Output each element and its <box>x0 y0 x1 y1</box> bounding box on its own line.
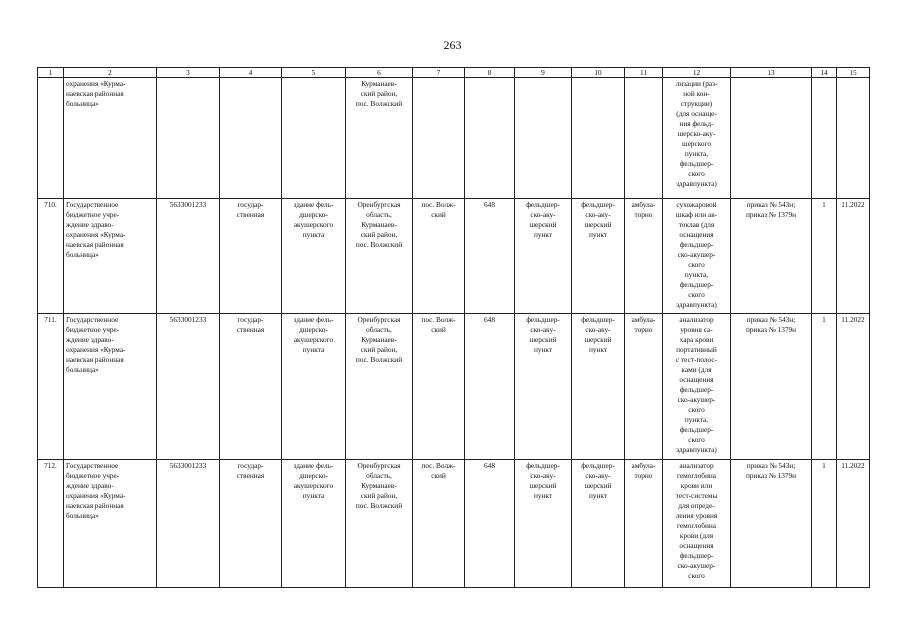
care-type-cell: амбула- торно <box>625 199 663 314</box>
inn-cell: 5633001233 <box>157 199 220 314</box>
column-number: 13 <box>731 68 812 78</box>
column-number: 4 <box>220 68 282 78</box>
date-cell: 11.2022 <box>837 314 870 460</box>
table-row <box>38 199 870 314</box>
table-row <box>38 78 870 199</box>
row-number: 711. <box>38 314 64 460</box>
address-cell: Оренбургская область, Курманаев- ский район, пос. Волжский <box>346 460 413 588</box>
institution-cell: Государственное бюджетное учре- ждение здраво- охранения «Курма- наевская районная больница» <box>64 199 157 314</box>
page-number: 263 <box>443 38 462 52</box>
equipment-cell: лизации (раз- ной кон- струкции) (для оснаще- ния фельд- шерско-аку- шерского пункта, фельдшер- ского здравпункта) <box>663 78 731 199</box>
date-cell <box>837 78 870 199</box>
unit-type-cell: фельдшер- ско-аку- шерский пункт <box>515 460 572 588</box>
ownership-cell: государ- ственная <box>220 314 282 460</box>
column-number: 1 <box>38 68 64 78</box>
unit-type-cell: фельдшер- ско-аку- шерский пункт <box>515 199 572 314</box>
building-cell <box>282 78 346 199</box>
row-number <box>38 78 64 199</box>
equipment-cell: анализатор уровня са- хара крови портативный с тест-полос- ками (для оснащения фельдшер- ско-акушер- ского пункта, фельдшер- ского здравпункта) <box>663 314 731 460</box>
inn-cell: 5633001233 <box>157 460 220 588</box>
ownership-cell <box>220 78 282 199</box>
building-cell: здание фель- дшерско- акушерского пункта <box>282 314 346 460</box>
column-number: 8 <box>465 68 515 78</box>
unit-type-cell <box>515 78 572 199</box>
settlement-cell: пос. Волж- ский <box>413 199 465 314</box>
equipment-cell: анализатор гемоглобина крови или тест-системы для опреде- ления уровня гемоглобина крови (для оснащения фельдшер- ско-акушер- ского <box>663 460 731 588</box>
code-cell: 648 <box>465 314 515 460</box>
column-number: 2 <box>64 68 157 78</box>
unit-kind-cell: фельдшер- ско-аку- шерский пункт <box>572 314 625 460</box>
settlement-cell <box>413 78 465 199</box>
care-type-cell: амбула- торно <box>625 314 663 460</box>
quantity-cell: 1 <box>812 460 837 588</box>
address-cell: Курманаев- ский район, пос. Волжский <box>346 78 413 199</box>
column-number: 12 <box>663 68 731 78</box>
column-number: 9 <box>515 68 572 78</box>
unit-kind-cell: фельдшер- ско-аку- шерский пункт <box>572 199 625 314</box>
code-cell <box>465 78 515 199</box>
register-table <box>37 67 870 588</box>
code-cell: 648 <box>465 460 515 588</box>
code-cell: 648 <box>465 199 515 314</box>
table-row <box>38 314 870 460</box>
settlement-cell: пос. Волж- ский <box>413 314 465 460</box>
order-cell: приказ № 543н; приказ № 1379н <box>731 314 812 460</box>
column-number: 11 <box>625 68 663 78</box>
column-number: 14 <box>812 68 837 78</box>
date-cell: 11.2022 <box>837 460 870 588</box>
building-cell: здание фель- дшерско- акушерского пункта <box>282 199 346 314</box>
row-number: 712. <box>38 460 64 588</box>
order-cell: приказ № 543н; приказ № 1379н <box>731 199 812 314</box>
address-cell: Оренбургская область, Курманаев- ский район, пос. Волжский <box>346 314 413 460</box>
ownership-cell: государ- ственная <box>220 460 282 588</box>
institution-cell: Государственное бюджетное учре- ждение здраво- охранения «Курма- наевская районная больница» <box>64 314 157 460</box>
column-number: 15 <box>837 68 870 78</box>
order-cell: приказ № 543н; приказ № 1379н <box>731 460 812 588</box>
inn-cell <box>157 78 220 199</box>
care-type-cell <box>625 78 663 199</box>
order-cell <box>731 78 812 199</box>
equipment-cell: сухожаровой шкаф или ав- токлав (для оснащения фельдшер- ско-акушер- ского пункта, фельдшер- ского здравпункта) <box>663 199 731 314</box>
row-number: 710. <box>38 199 64 314</box>
inn-cell: 5633001233 <box>157 314 220 460</box>
column-number: 7 <box>413 68 465 78</box>
column-number: 10 <box>572 68 625 78</box>
date-cell: 11.2022 <box>837 199 870 314</box>
table-row <box>38 460 870 588</box>
address-cell: Оренбургская область, Курманаев- ский район, пос. Волжский <box>346 199 413 314</box>
institution-cell: Государственное бюджетное учре- ждение здраво- охранения «Курма- наевская районная больница» <box>64 460 157 588</box>
ownership-cell: государ- ственная <box>220 199 282 314</box>
care-type-cell: амбула- торно <box>625 460 663 588</box>
column-number-row <box>38 68 870 78</box>
unit-kind-cell: фельдшер- ско-аку- шерский пункт <box>572 460 625 588</box>
settlement-cell: пос. Волж- ский <box>413 460 465 588</box>
building-cell: здание фель- дшерско- акушерского пункта <box>282 460 346 588</box>
quantity-cell: 1 <box>812 199 837 314</box>
unit-kind-cell <box>572 78 625 199</box>
column-number: 3 <box>157 68 220 78</box>
quantity-cell: 1 <box>812 314 837 460</box>
institution-cell: охранения «Курма- наевская районная больница» <box>64 78 157 199</box>
unit-type-cell: фельдшер- ско-аку- шерский пункт <box>515 314 572 460</box>
quantity-cell <box>812 78 837 199</box>
column-number: 5 <box>282 68 346 78</box>
column-number: 6 <box>346 68 413 78</box>
